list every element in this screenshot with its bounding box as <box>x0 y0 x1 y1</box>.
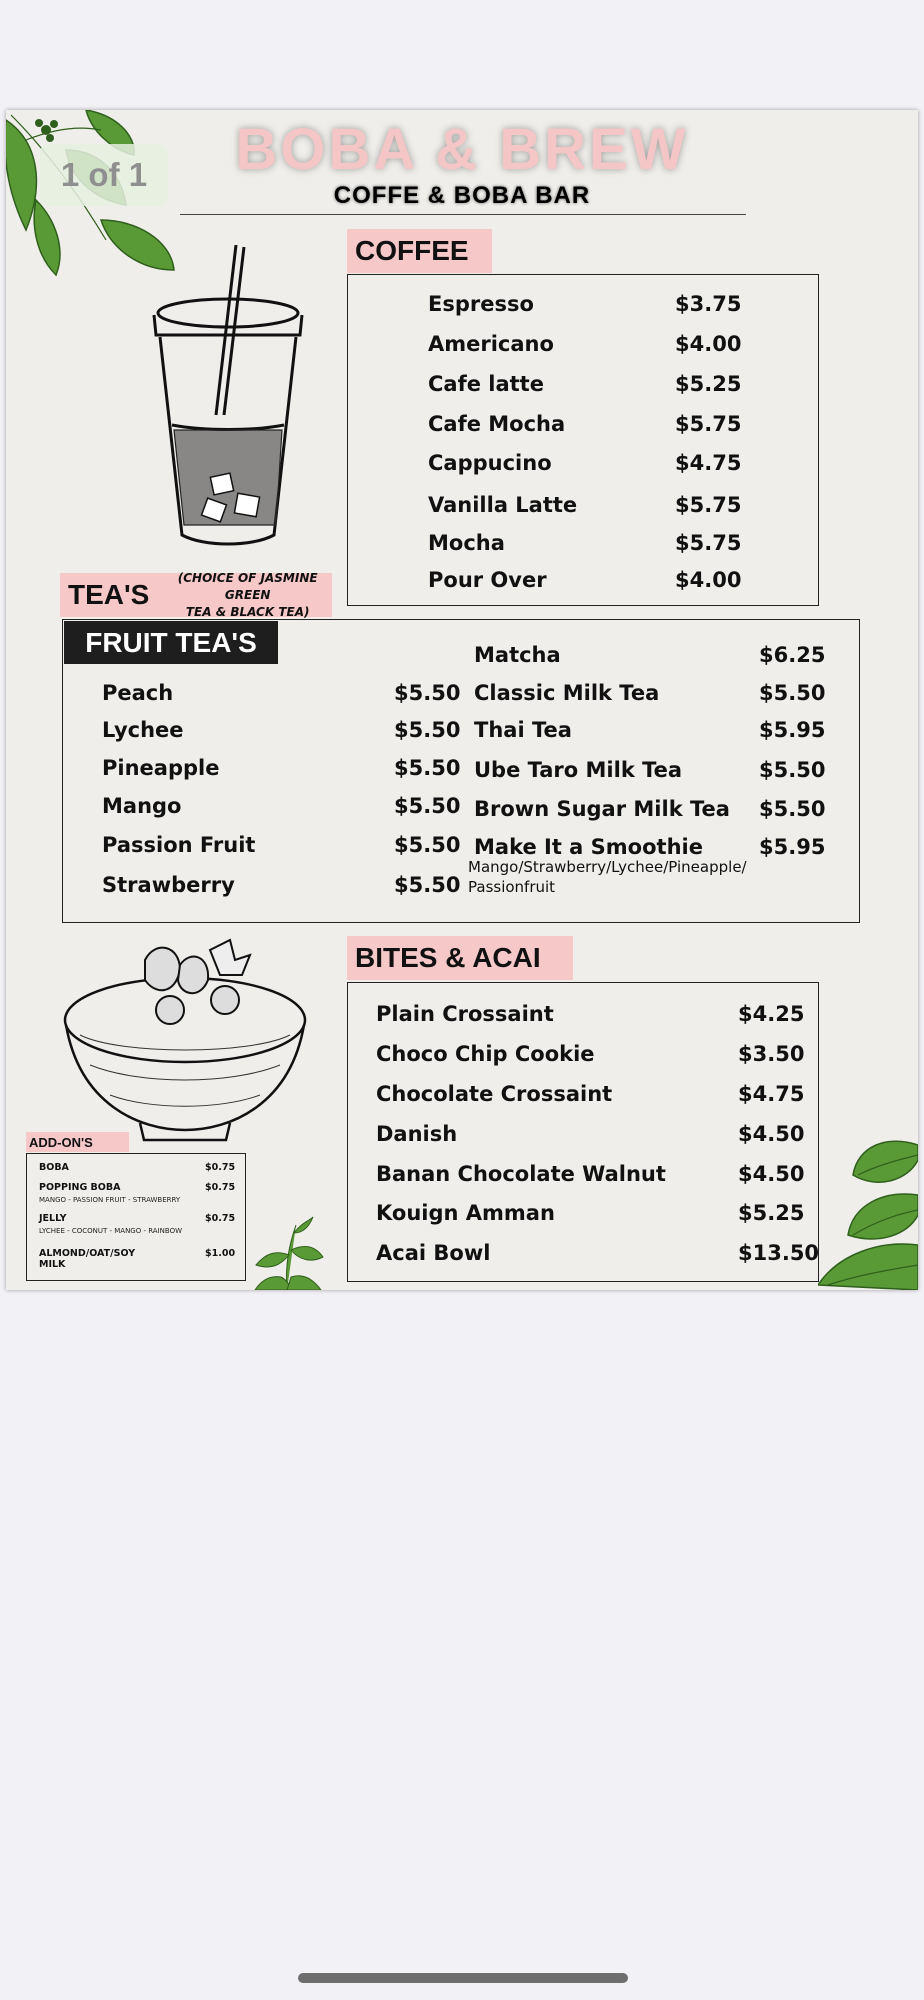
milk-tea-item-price: $5.50 <box>759 681 826 705</box>
bites-item-name: Choco Chip Cookie <box>376 1042 595 1066</box>
coffee-item-price: $4.00 <box>675 568 742 592</box>
milk-tea-item-name: Ube Taro Milk Tea <box>474 758 683 782</box>
coffee-item-price: $5.75 <box>675 493 742 517</box>
smoothie-flavors-line2: Passionfruit <box>468 878 556 896</box>
coffee-item-name: Pour Over <box>428 568 547 592</box>
bites-item-price: $13.50 <box>738 1241 820 1265</box>
teas-section-title: TEA'S <box>68 579 150 610</box>
small-plant-icon <box>251 1215 326 1290</box>
addon-item-name <box>39 1182 120 1193</box>
addon-item-name-text: JELLY <box>39 1213 67 1224</box>
bites-item-name: Acai Bowl <box>376 1241 491 1265</box>
bites-item-price: $4.50 <box>738 1162 805 1186</box>
addon-item-flavors: LYCHEE - COCONUT - MANGO - RAINBOW <box>39 1227 182 1235</box>
bites-item-name: Chocolate Crossaint <box>376 1082 613 1106</box>
fruit-tea-item-price: $5.50 <box>394 794 461 818</box>
coffee-item-price: $5.75 <box>675 531 742 555</box>
coffee-item-price: $5.25 <box>675 372 742 396</box>
coffee-item-name: Cappucino <box>428 451 552 475</box>
fruit-tea-item-price: $5.50 <box>394 756 461 780</box>
coffee-item-price: $3.75 <box>675 292 742 316</box>
bites-item-name: Plain Crossaint <box>376 1002 554 1026</box>
milk-tea-item-price: $5.95 <box>759 835 826 859</box>
milk-tea-item-price: $6.25 <box>759 643 826 667</box>
menu-page <box>6 110 918 1290</box>
coffee-item-price: $4.75 <box>675 451 742 475</box>
bites-item-price: $3.50 <box>738 1042 805 1066</box>
bites-item-price: $4.25 <box>738 1002 805 1026</box>
bites-item-name: Kouign Amman <box>376 1201 555 1225</box>
coffee-item-name: Cafe Mocha <box>428 412 566 436</box>
fruit-tea-item-name: Peach <box>102 681 174 705</box>
fruit-tea-item-price: $5.50 <box>394 873 461 897</box>
fruit-tea-item-name: Mango <box>102 794 182 818</box>
addon-item-name-text: ALMOND/OAT/SOY <box>39 1248 136 1259</box>
addon-item-name <box>39 1248 135 1270</box>
page-counter: 1 of 1 <box>40 144 168 206</box>
coffee-item-price: $4.00 <box>675 332 742 356</box>
addon-item-name-text: POPPING BOBA <box>39 1182 121 1193</box>
menu-subtitle: COFFE & BOBA BAR <box>333 182 591 209</box>
milk-tea-item-name: Matcha <box>474 643 561 667</box>
smoothie-flavors <box>468 857 747 897</box>
milk-tea-item-price: $5.50 <box>759 758 826 782</box>
smoothie-flavors-line1: Mango/Strawberry/Lychee/Pineapple/ <box>468 858 747 876</box>
fruit-tea-item-price: $5.50 <box>394 681 461 705</box>
addon-item-price: $0.75 <box>205 1213 236 1224</box>
fruit-tea-item-name: Passion Fruit <box>102 833 256 857</box>
fruit-tea-item-name: Strawberry <box>102 873 235 897</box>
fruit-teas-title: FRUIT TEA'S <box>64 621 278 664</box>
bites-item-price: $4.75 <box>738 1082 805 1106</box>
iced-drink-cup-icon <box>144 245 312 555</box>
home-indicator[interactable] <box>298 1973 628 1983</box>
addon-item-name <box>39 1162 69 1173</box>
addons-section-title: ADD-ON'S <box>26 1132 129 1152</box>
fruit-tea-item-price: $5.50 <box>394 718 461 742</box>
bites-item-price: $5.25 <box>738 1201 805 1225</box>
menu-title: BOBA & BREW <box>235 117 689 182</box>
acai-bowl-icon <box>60 935 310 1145</box>
addon-item-price: $0.75 <box>205 1162 236 1173</box>
addon-item-name-text-line2: MILK <box>39 1259 66 1270</box>
title-divider <box>180 214 746 215</box>
coffee-item-price: $5.75 <box>675 412 742 436</box>
milk-tea-item-name: Brown Sugar Milk Tea <box>474 797 730 821</box>
milk-tea-item-name: Thai Tea <box>474 718 572 742</box>
addon-item-price: $0.75 <box>205 1182 236 1193</box>
milk-tea-item-name: Classic Milk Tea <box>474 681 660 705</box>
coffee-item-name: Vanilla Latte <box>428 493 578 517</box>
addon-item-flavors: MANGO - PASSION FRUIT - STRAWBERRY <box>39 1196 181 1204</box>
coffee-item-name: Mocha <box>428 531 505 555</box>
fruit-tea-item-name: Pineapple <box>102 756 220 780</box>
fruit-tea-item-price: $5.50 <box>394 833 461 857</box>
bites-item-name: Banan Chocolate Walnut <box>376 1162 666 1186</box>
bites-item-price: $4.50 <box>738 1122 805 1146</box>
tea-choice-note <box>163 570 332 621</box>
milk-tea-item-price: $5.95 <box>759 718 826 742</box>
coffee-item-name: Americano <box>428 332 554 356</box>
addon-item-name-text: BOBA <box>39 1162 69 1173</box>
milk-tea-item-name: Make It a Smoothie <box>474 835 703 859</box>
teas-section-tag <box>60 570 332 619</box>
addon-item-name <box>39 1213 67 1224</box>
addon-item-price: $1.00 <box>205 1248 236 1259</box>
fruit-tea-item-name: Lychee <box>102 718 184 742</box>
tea-choice-note-line2: TEA & BLACK TEA) <box>185 604 310 619</box>
tea-choice-note-line1: (CHOICE OF JASMINE GREEN <box>177 570 318 602</box>
bites-item-name: Danish <box>376 1122 458 1146</box>
coffee-menu-box <box>347 274 819 606</box>
bites-section-title: BITES & ACAI <box>347 936 573 980</box>
milk-tea-item-price: $5.50 <box>759 797 826 821</box>
coffee-item-name: Espresso <box>428 292 534 316</box>
coffee-section-title: COFFEE <box>347 229 492 273</box>
leaf-decoration-bottom-right-icon <box>818 1135 918 1290</box>
coffee-item-name: Cafe latte <box>428 372 544 396</box>
